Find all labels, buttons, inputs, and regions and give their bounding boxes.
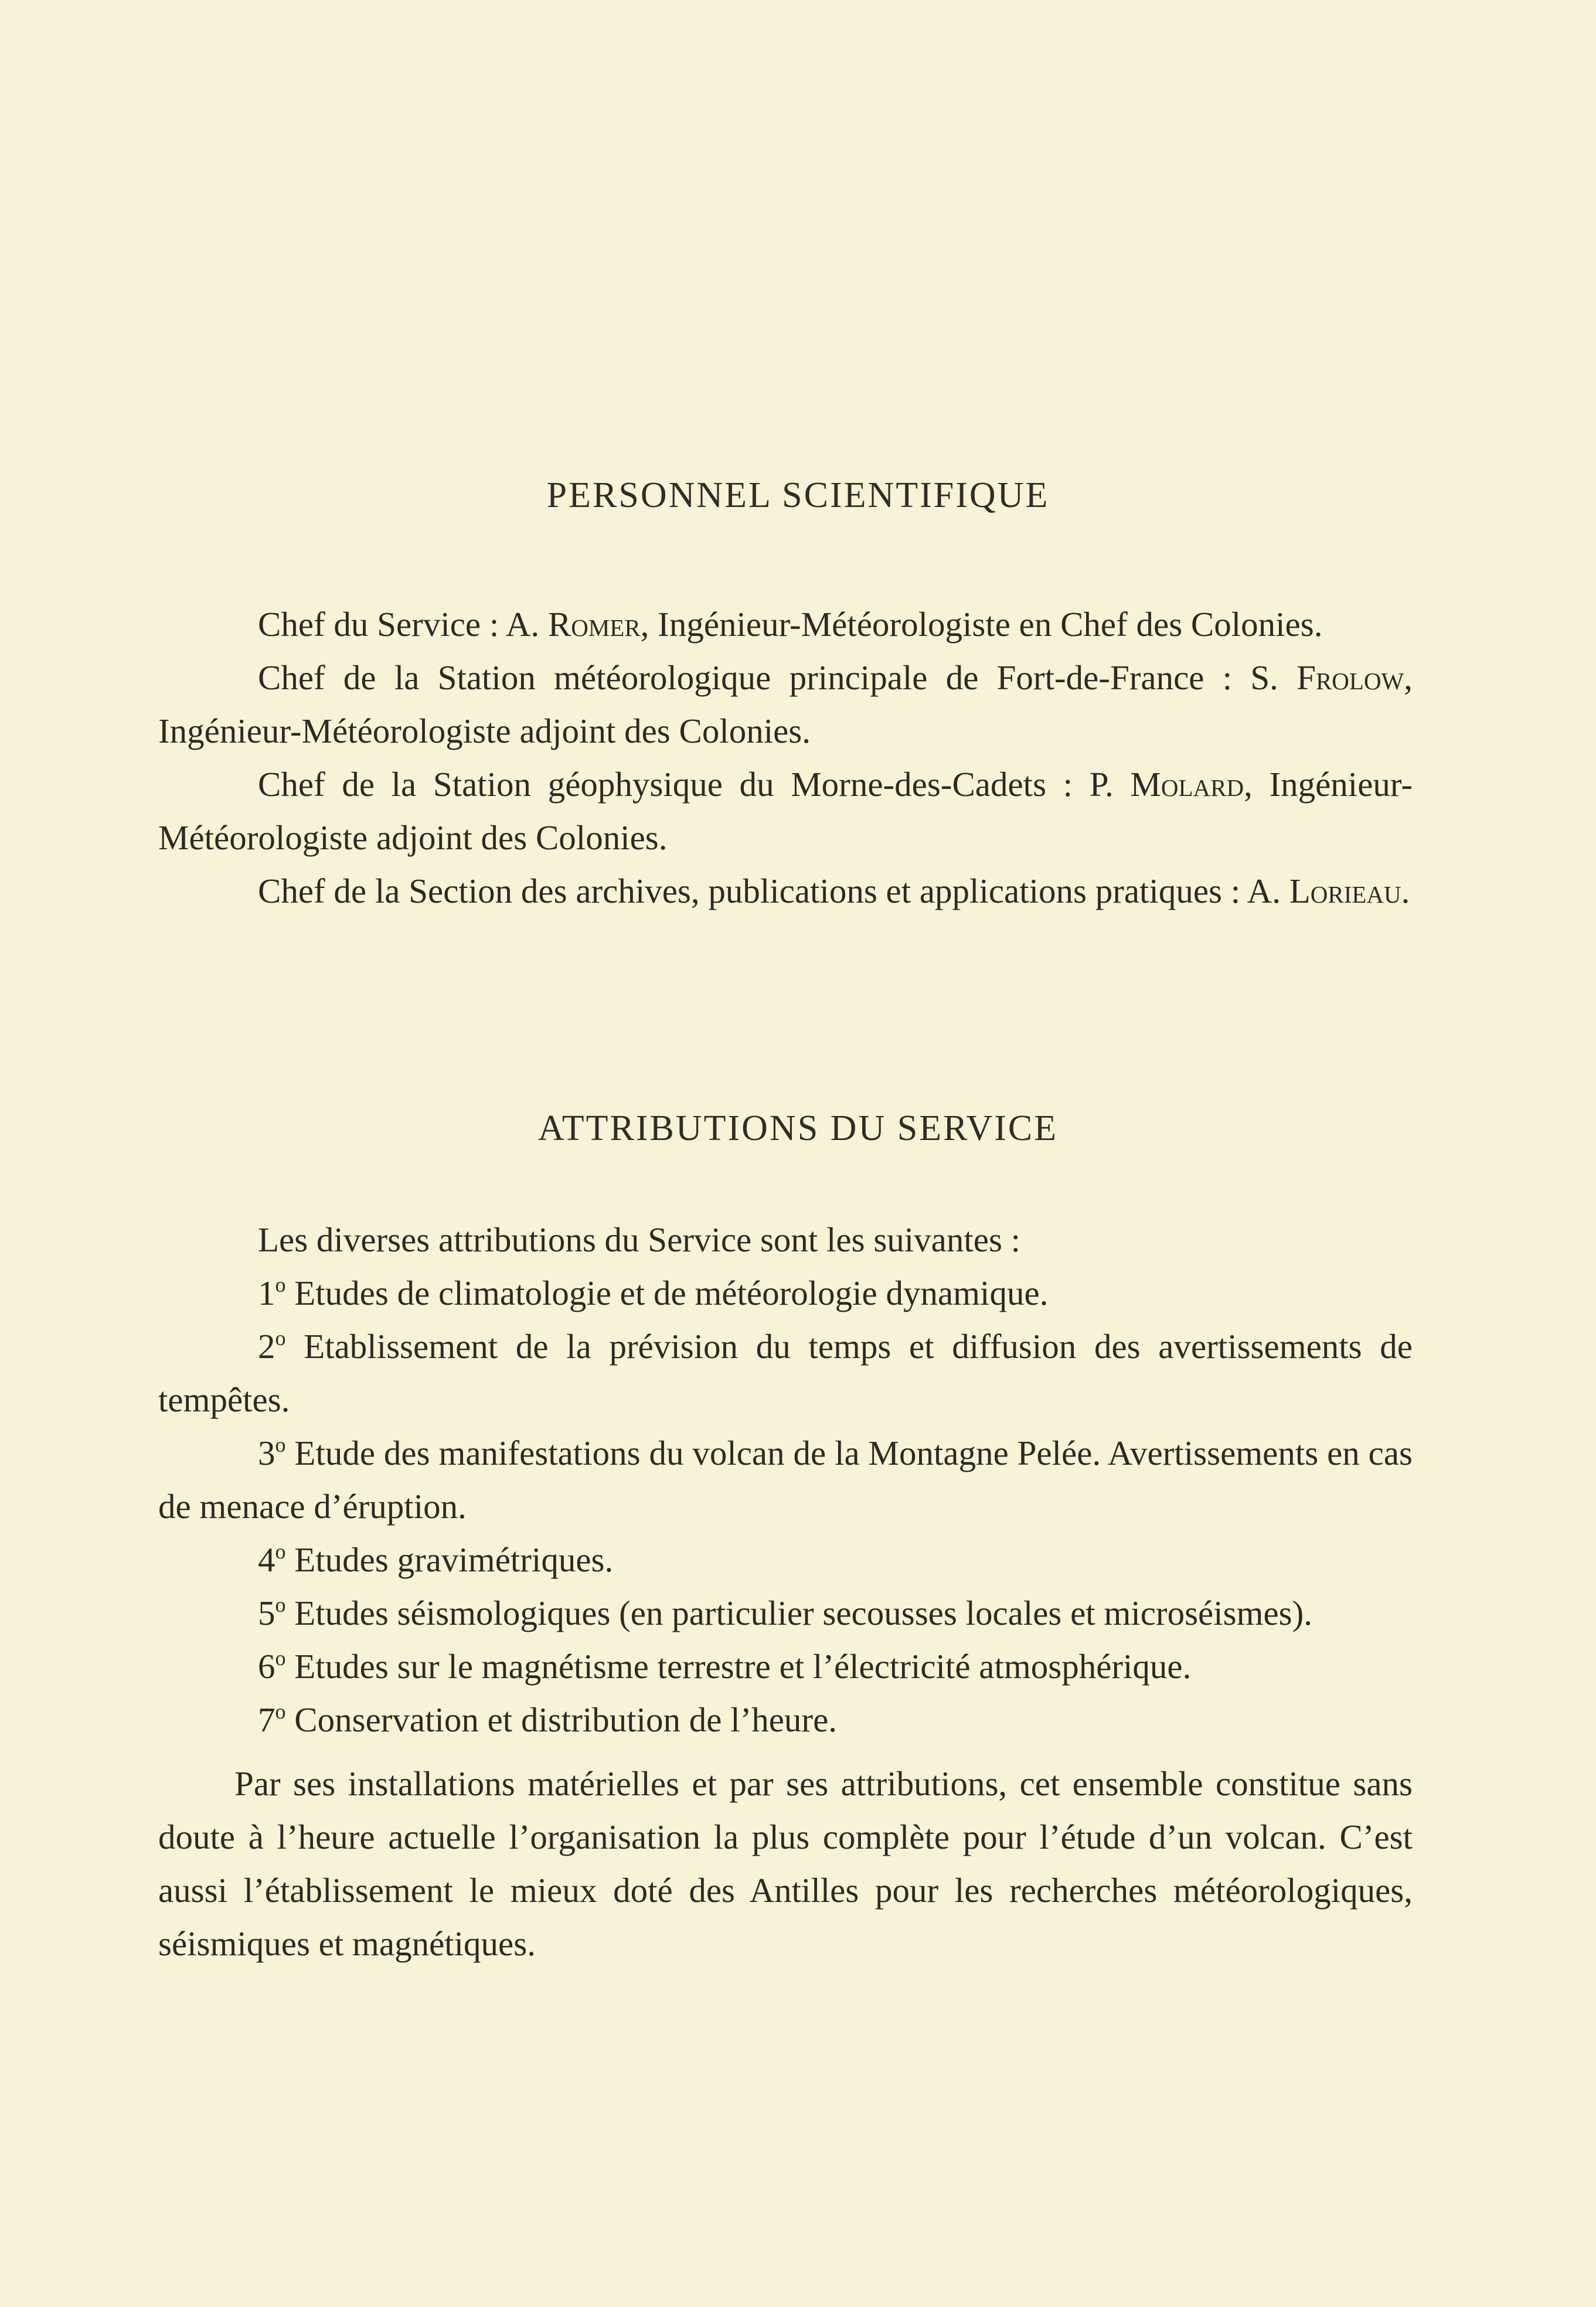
attribution-item: 3$^o$ Etude des manifestations du volcan de la Montagne Pelée. Avertissements en cas de menace d’éruption. [158,1433,1413,1526]
attribution-item: 1$^o$ Etudes de climatologie et de météorologie dynamique. [258,1273,1049,1312]
person-name: Molard [1130,765,1244,804]
heading-personnel-scientifique: PERSONNEL SCIENTIFIQUE [546,475,1050,515]
person-name: Romer [547,605,641,644]
personnel-paragraph: Chef de la Station géophysique du Morne-des-Cadets : P. Molard, Ingénieur-Météorologiste adjoint des Colonies. [158,765,1413,857]
person-name: Lorieau [1289,872,1401,910]
attribution-item: 7$^o$ Conservation et distribution de l’heure. [258,1700,838,1739]
attribution-item: 5$^o$ Etudes séismologiques (en particulier secousses locales et microséismes). [258,1593,1313,1632]
attribution-item: 4$^o$ Etudes gravimétriques. [258,1540,614,1579]
personnel-paragraph: Chef de la Station météorologique principale de Fort-de-France : S. Frolow, Ingénieur-Météorologiste adjoint des Colonies. [158,658,1413,750]
personnel-paragraph: Chef du Service : A. Romer, Ingénieur-Météorologiste en Chef des Colonies. [258,605,1323,644]
attributions-block [158,1213,1413,1971]
heading-attributions-du-service: ATTRIBUTIONS DU SERVICE [537,1108,1059,1148]
conclusion-paragraph: Par ses installations matérielles et par ses attributions, cet ensemble constitue sans doute à l’heure actuelle l’organisation la plus complète pour l’étude d’un volcan. C’est aussi l’établissement le mieux doté des Antilles pour les recherches météorologiques, séismiques et magnétiques. [158,1764,1413,1963]
attribution-item: 2$^o$ Etablissement de la prévision du temps et diffusion des avertissements de tempêtes. [158,1326,1413,1419]
attribution-item: 6$^o$ Etudes sur le magnétisme terrestre et l’électricité atmosphérique. [258,1646,1192,1686]
person-name: Frolow [1296,658,1404,697]
personnel-paragraph: Chef de la Section des archives, publications et applications pratiques : A. Lorieau. [258,872,1410,910]
attributions-intro: Les diverses attributions du Service sont les suivantes : [258,1220,1021,1259]
personnel-block [158,598,1413,918]
